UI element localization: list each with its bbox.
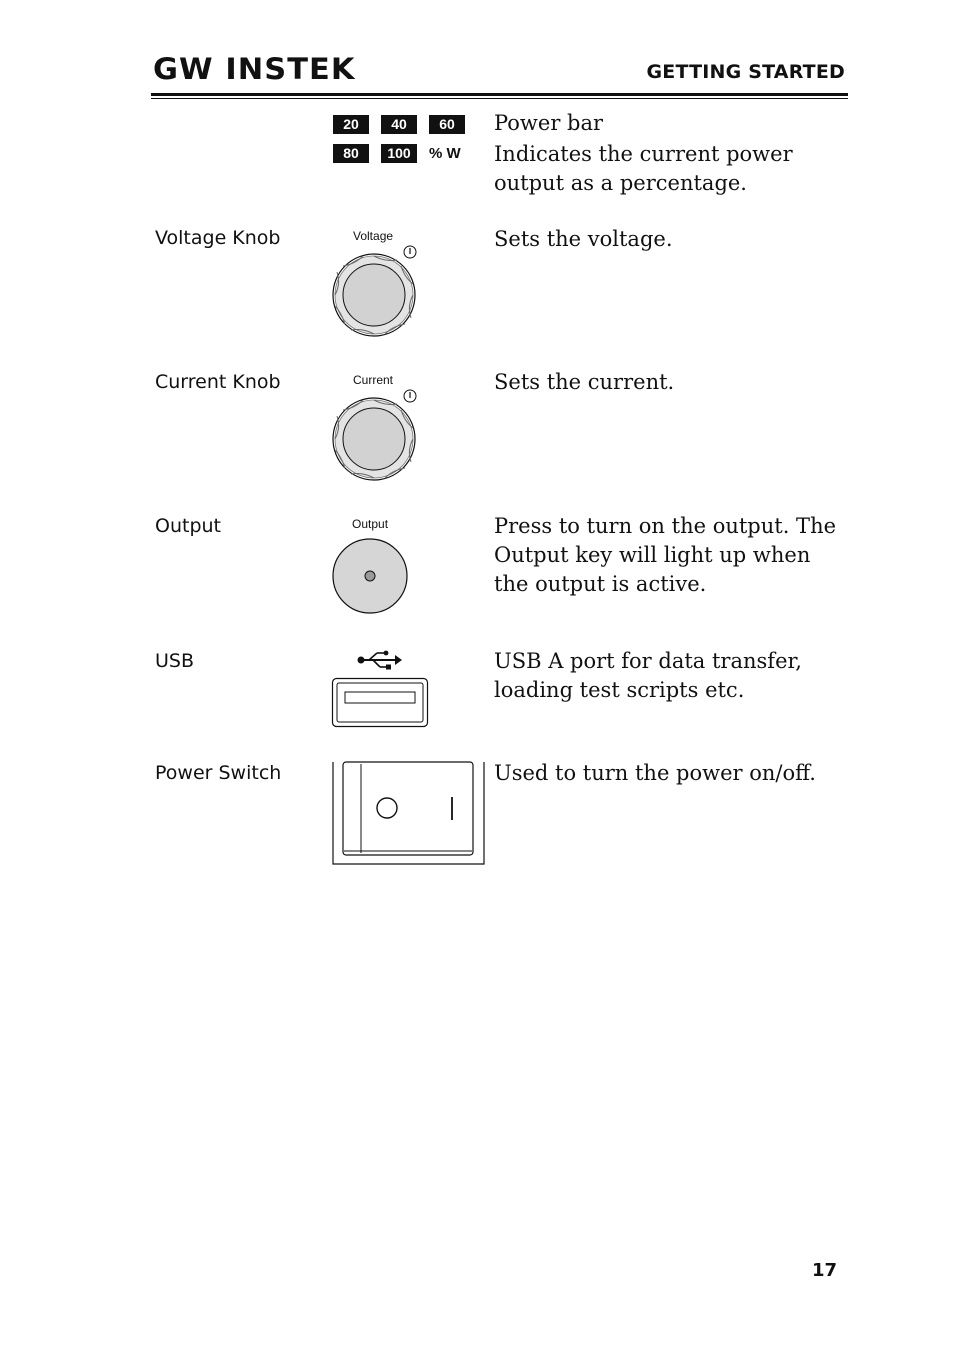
header-rule	[151, 93, 848, 96]
power-bar-box-100: 100	[381, 144, 417, 163]
current-knob-label: Current Knob	[155, 371, 281, 393]
usb-description: USB A port for data transfer, loading test scripts etc.	[494, 649, 802, 702]
usb-symbol-icon	[355, 648, 405, 672]
voltage-knob-caption: Voltage	[353, 229, 394, 243]
power-switch-description: Used to turn the power on/off.	[494, 761, 816, 785]
current-knob-description: Sets the current.	[494, 370, 675, 394]
current-knob-icon	[325, 384, 425, 484]
power-bar-box-60: 60	[429, 115, 465, 134]
section-title: GETTING STARTED	[646, 61, 845, 83]
power-switch-icon	[330, 760, 488, 868]
output-description: Press to turn on the output. The Output key will light up when the output is active.	[494, 514, 837, 596]
usb-label: USB	[155, 650, 195, 672]
voltage-knob-label: Voltage Knob	[155, 227, 281, 249]
power-bar-box-80: 80	[333, 144, 369, 163]
output-key-icon	[330, 536, 412, 618]
power-bar-description: Indicates the current power output as a percentage.	[494, 142, 793, 195]
power-bar-unit: % W	[429, 145, 461, 162]
power-bar-title: Power bar	[494, 111, 604, 135]
output-label: Output	[155, 515, 221, 537]
voltage-knob-icon	[325, 240, 425, 340]
page-number: 17	[812, 1260, 838, 1281]
power-switch-label: Power Switch	[155, 762, 282, 784]
usb-port-icon	[331, 677, 429, 729]
output-caption: Output	[352, 517, 389, 531]
voltage-knob-description: Sets the voltage.	[494, 227, 673, 251]
header-rule-thin	[151, 98, 848, 99]
power-bar-box-40: 40	[381, 115, 417, 134]
brand-logo: GW INSTEK	[153, 52, 356, 86]
current-knob-caption: Current	[353, 373, 394, 387]
power-bar-box-20: 20	[333, 115, 369, 134]
